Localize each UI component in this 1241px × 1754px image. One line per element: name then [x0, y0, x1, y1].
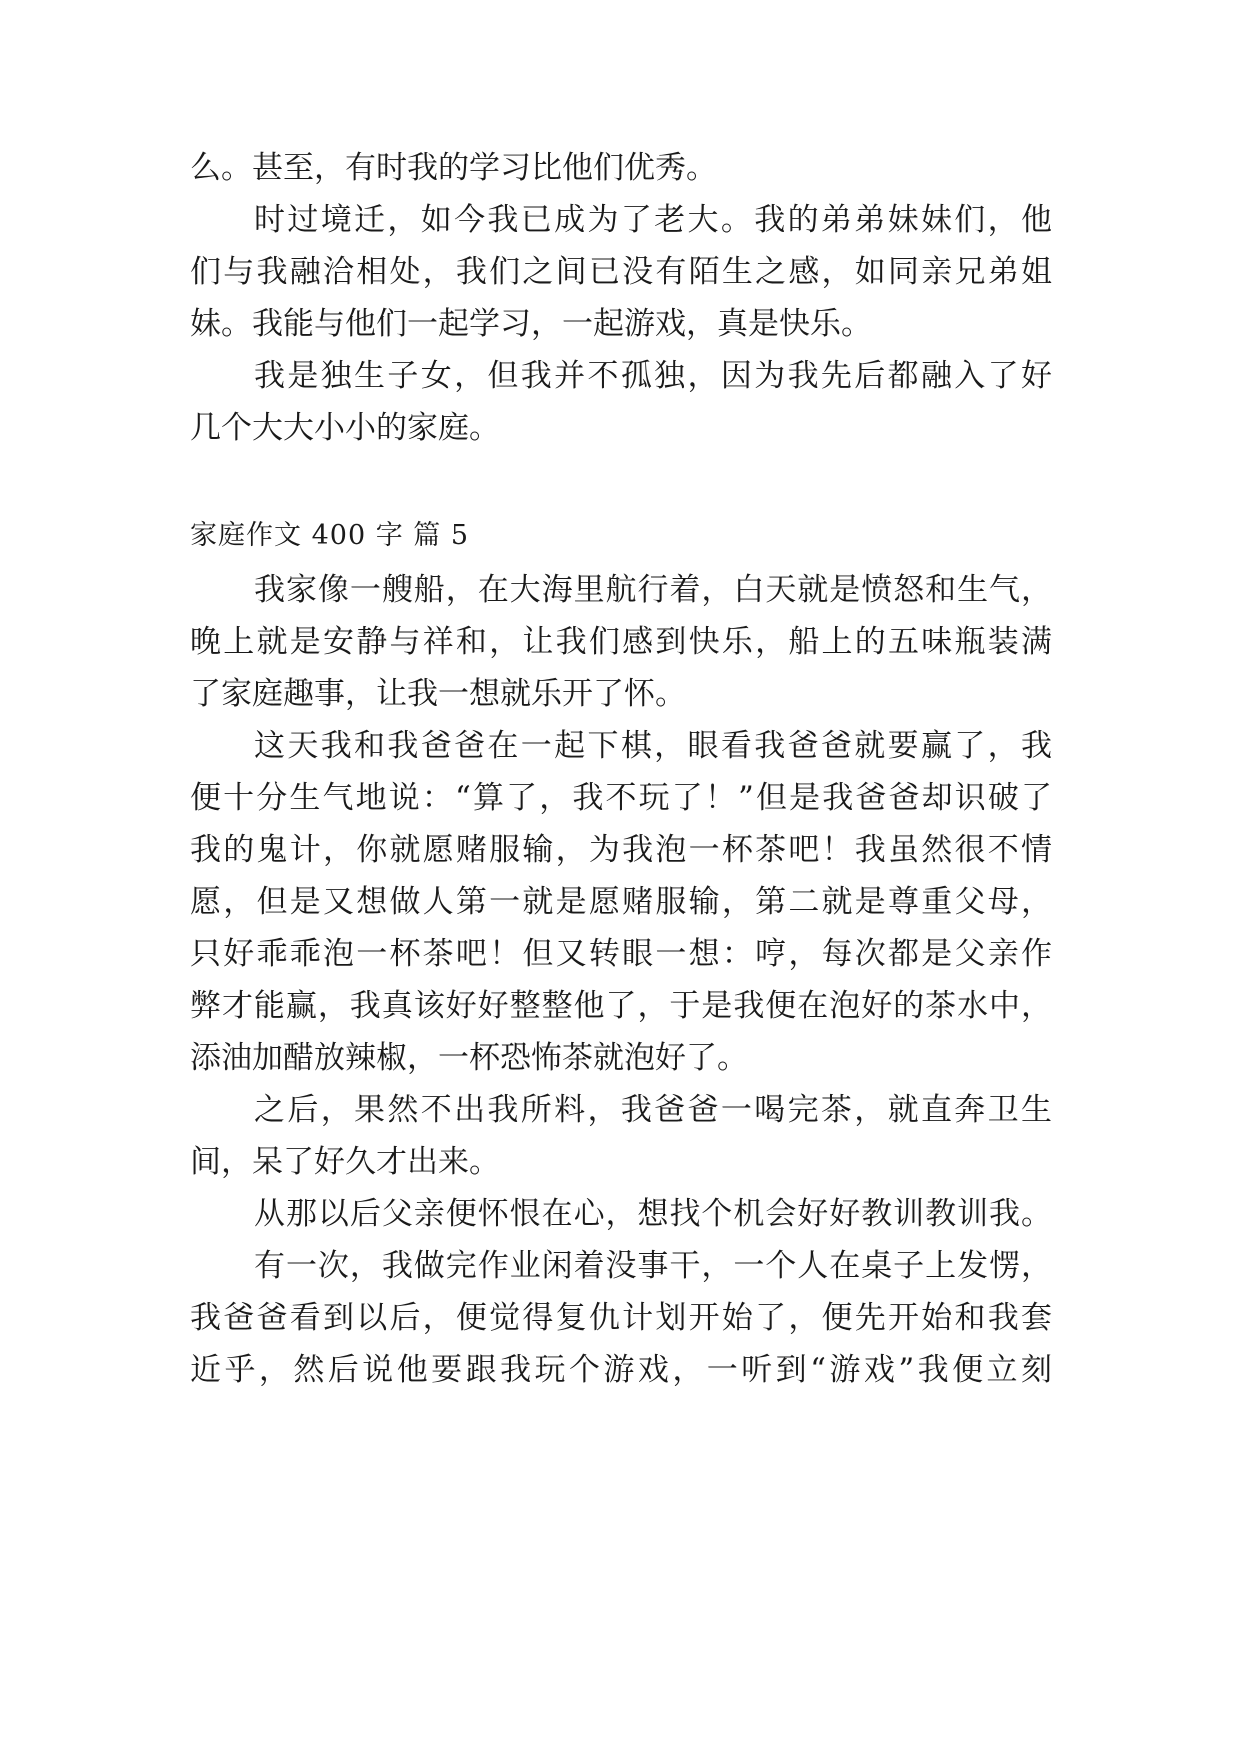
text-line: 之后，果然不出我所料，我爸爸一喝完茶，就直奔卫生	[254, 1092, 1052, 1128]
text-line: 几个大大小小的家庭。	[190, 410, 500, 446]
text-line: 这天我和我爸爸在一起下棋，眼看我爸爸就要赢了，我	[254, 728, 1052, 764]
text-line: 么。甚至，有时我的学习比他们优秀。	[190, 150, 717, 186]
section-heading: 家庭作文 400 字 篇 5	[190, 520, 470, 551]
text-line: 近乎，然后说他要跟我玩个游戏，一听到“游戏”我便立刻	[190, 1352, 1052, 1388]
text-line: 只好乖乖泡一杯茶吧！但又转眼一想：哼，每次都是父亲作	[190, 936, 1052, 972]
text-line: 便十分生气地说：“算了，我不玩了！”但是我爸爸却识破了	[190, 780, 1052, 816]
text-line: 了家庭趣事，让我一想就乐开了怀。	[190, 676, 686, 712]
text-line: 我是独生子女，但我并不孤独，因为我先后都融入了好	[254, 358, 1052, 394]
text-line: 时过境迁，如今我已成为了老大。我的弟弟妹妹们，他	[254, 202, 1052, 238]
text-line: 晚上就是安静与祥和，让我们感到快乐，船上的五味瓶装满	[190, 624, 1052, 660]
text-line: 我爸爸看到以后，便觉得复仇计划开始了，便先开始和我套	[190, 1300, 1052, 1336]
text-line: 们与我融洽相处，我们之间已没有陌生之感，如同亲兄弟姐	[190, 254, 1052, 290]
text-line: 添油加醋放辣椒，一杯恐怖茶就泡好了。	[190, 1040, 748, 1076]
text-line: 愿，但是又想做人第一就是愿赌服输，第二就是尊重父母，	[190, 884, 1052, 920]
text-line: 我家像一艘船，在大海里航行着，白天就是愤怒和生气，	[254, 572, 1052, 608]
text-line: 有一次，我做完作业闲着没事干，一个人在桌子上发愣，	[254, 1248, 1052, 1284]
text-line: 我的鬼计，你就愿赌服输，为我泡一杯茶吧！我虽然很不情	[190, 832, 1052, 868]
text-line: 妹。我能与他们一起学习，一起游戏，真是快乐。	[190, 306, 872, 342]
text-line: 间，呆了好久才出来。	[190, 1144, 500, 1180]
text-line: 从那以后父亲便怀恨在心，想找个机会好好教训教训我。	[254, 1196, 1052, 1232]
text-line: 弊才能赢，我真该好好整整他了，于是我便在泡好的茶水中，	[190, 988, 1052, 1024]
